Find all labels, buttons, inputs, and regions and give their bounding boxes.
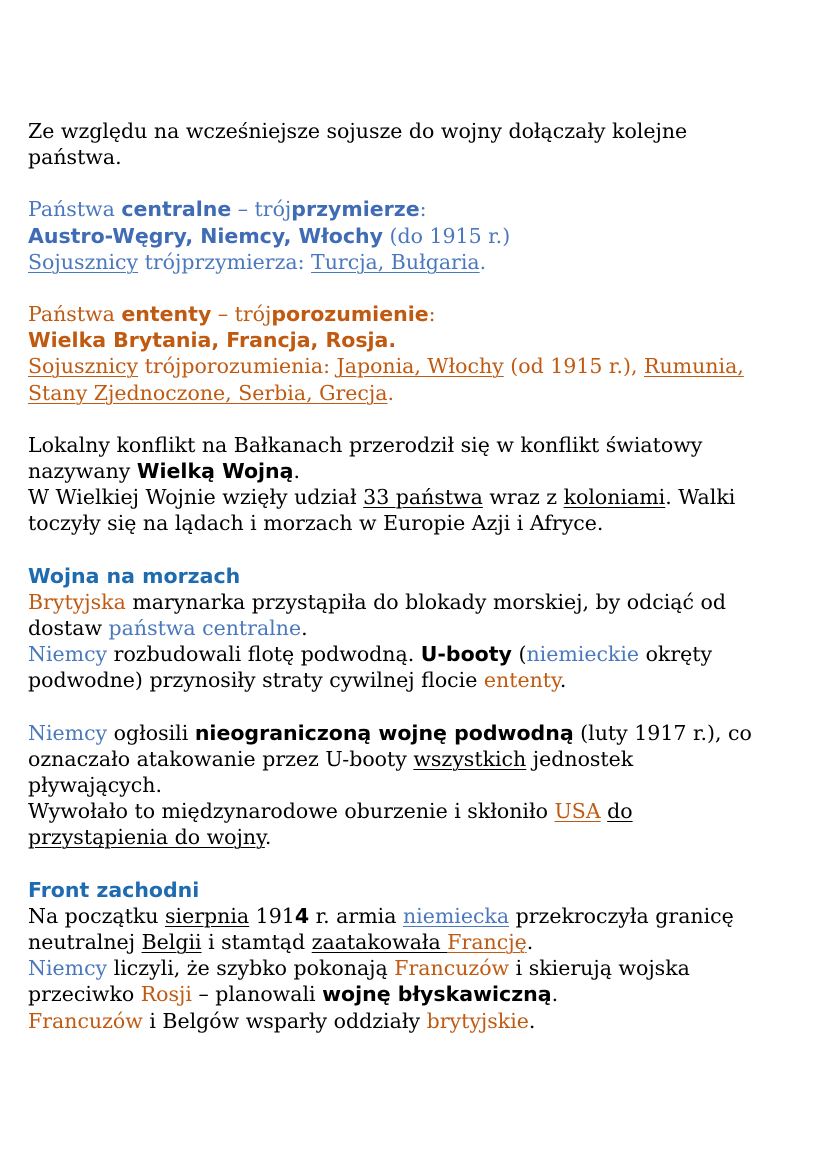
entente-section [28,301,803,406]
conflict-section [28,432,803,537]
sea-line-3: Niemcy rozbudowali flotę podwodną. U-booty (niemieckie okręty [28,642,713,667]
conflict-line-3: W Wielkiej Wojnie wzięły udział 33 państwa wraz z koloniami. Walki [28,485,736,510]
sea-line-5: Niemcy ogłosili nieograniczoną wojnę podwodną (luty 1917 r.), co [28,720,752,745]
document-page [28,118,803,1034]
sea-line-2: dostaw państwa centralne. [28,616,308,641]
western-front-heading: Front zachodni [28,877,200,902]
conflict-line-4: toczyły się na lądach i morzach w Europie Azji i Afryce. [28,511,604,536]
entente-allies-line: Sojusznicy trójporozumienia: Japonia, Włochy (od 1915 r.), Rumunia, [28,354,744,379]
central-powers-section [28,196,803,275]
entente-members-line: Wielka Brytania, Francja, Rosja. [28,328,397,353]
intro-paragraph: Ze względu na wcześniejsze sojusze do wojny dołączały kolejne państwa. [28,119,688,170]
central-allies-line: Sojusznicy trójprzymierza: Turcja, Bułgaria. [28,249,487,274]
sea-line-4: podwodne) przynosiły straty cywilnej flocie ententy. [28,668,567,693]
western-front-section [28,877,803,1034]
conflict-line-1: Lokalny konflikt na Bałkanach przerodził się w konflikt światowy [28,432,703,457]
central-title-line: Państwa centralne – trójprzymierze: [28,197,427,222]
sea-line-6: oznaczało atakowanie przez U-booty wszystkich jednostek [28,746,634,771]
west-line-4: przeciwko Rosji – planowali wojnę błyskawiczną. [28,982,559,1007]
sea-line-1: Brytyjska marynarka przystąpiła do blokady morskiej, by odciąć od [28,589,726,614]
west-line-5: Francuzów i Belgów wsparły oddziały brytyjskie. [28,1008,536,1033]
west-line-1: Na początku sierpnia 1914 r. armia niemiecka przekroczyła granicę [28,903,734,928]
sea-line-8: Wywołało to międzynarodowe oburzenie i skłoniło USA do [28,799,633,824]
west-line-2: neutralnej Belgii i stamtąd zaatakowała Francję. [28,930,534,955]
sea-line-9: przystąpienia do wojny. [28,825,272,850]
sea-war-heading: Wojna na morzach [28,563,241,588]
entente-allies-line-2: Stany Zjednoczone, Serbia, Grecja. [28,380,395,405]
sea-war-section [28,563,803,851]
conflict-line-2: nazywany Wielką Wojną. [28,459,301,484]
sea-line-7: pływających. [28,773,162,798]
central-members-line: Austro-Węgry, Niemcy, Włochy (do 1915 r.) [28,223,511,248]
west-line-3: Niemcy liczyli, że szybko pokonają Francuzów i skierują wojska [28,956,690,981]
entente-title-line: Państwa ententy – trójporozumienie: [28,302,436,327]
